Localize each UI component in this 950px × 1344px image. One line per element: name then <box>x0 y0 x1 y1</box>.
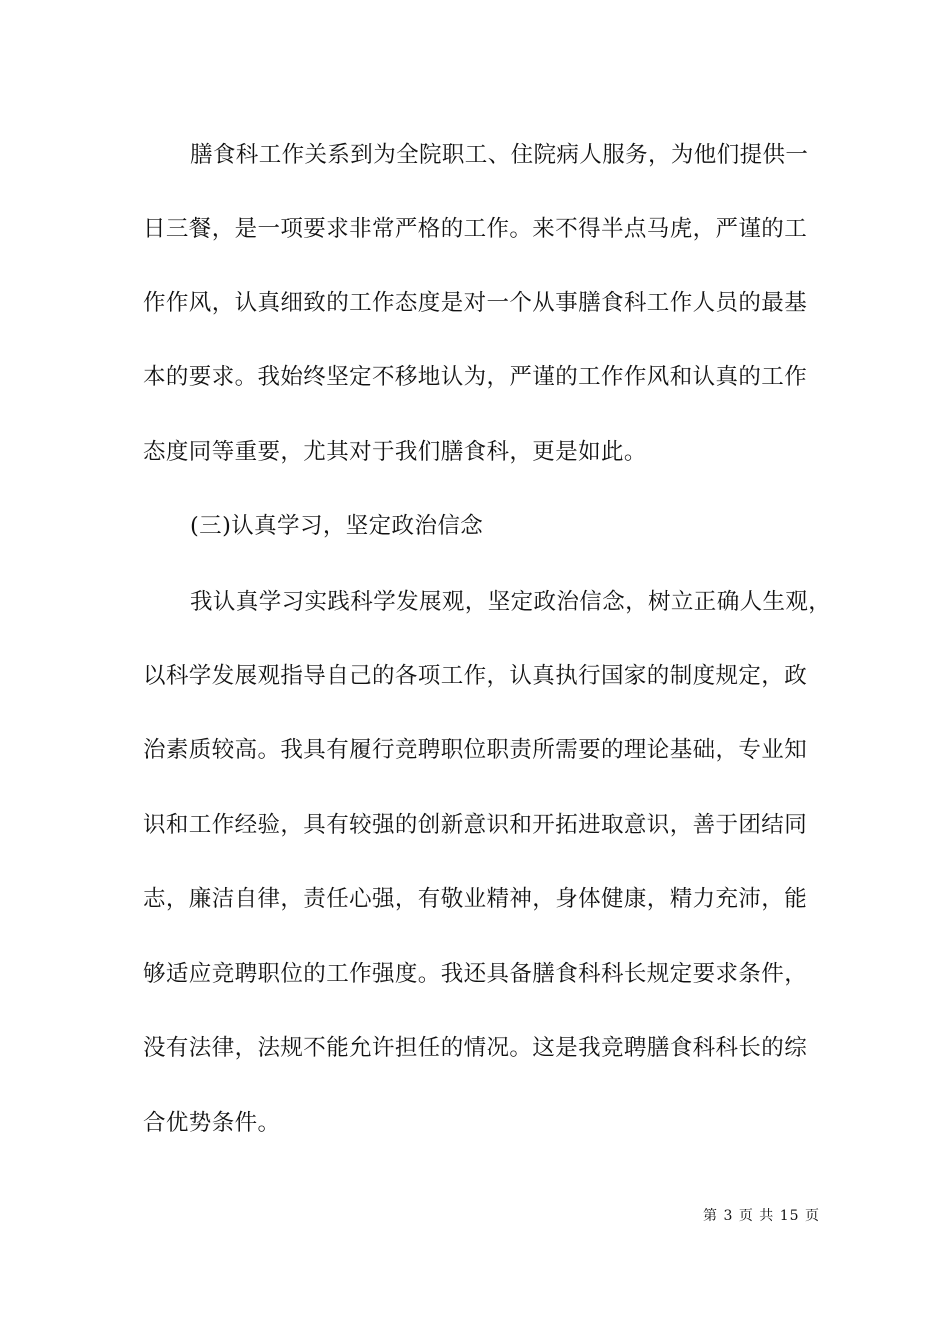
page-footer <box>0 1207 820 1225</box>
paragraph-line: 态度同等重要，尤其对于我们膳食科，更是如此。 <box>143 439 647 465</box>
paragraph-line: 以科学发展观指导自己的各项工作，认真执行国家的制度规定，政 <box>143 663 808 689</box>
paragraph-line: 识和工作经验，具有较强的创新意识和开拓进取意识，善于团结同 <box>143 812 808 838</box>
paragraph-line: 够适应竞聘职位的工作强度。我还具备膳食科科长规定要求条件， <box>143 961 808 987</box>
paragraph-line: 没有法律，法规不能允许担任的情况。这是我竞聘膳食科科长的综 <box>143 1035 808 1061</box>
page-number: 第 3 页 共 15 页 <box>703 1208 820 1224</box>
paragraph-line: 本的要求。我始终坚定不移地认为，严谨的工作作风和认真的工作 <box>143 364 808 390</box>
paragraph-line: 作作风，认真细致的工作态度是对一个从事膳食科工作人员的最基 <box>143 290 808 316</box>
paragraph-line: 治素质较高。我具有履行竞聘职位职责所需要的理论基础，专业知 <box>143 737 808 763</box>
paragraph-line: 志，廉洁自律，责任心强，有敬业精神，身体健康，精力充沛，能 <box>143 886 808 912</box>
paragraph-line: 我认真学习实践科学发展观，坚定政治信念，树立正确人生观， <box>190 589 832 615</box>
paragraph-line: 日三餐，是一项要求非常严格的工作。来不得半点马虎，严谨的工 <box>143 216 808 242</box>
paragraph-line: 膳食科工作关系到为全院职工、住院病人服务，为他们提供一 <box>190 142 809 168</box>
paragraph-line: 合优势条件。 <box>143 1110 281 1136</box>
section-heading: (三)认真学习，坚定政治信念 <box>190 513 484 539</box>
